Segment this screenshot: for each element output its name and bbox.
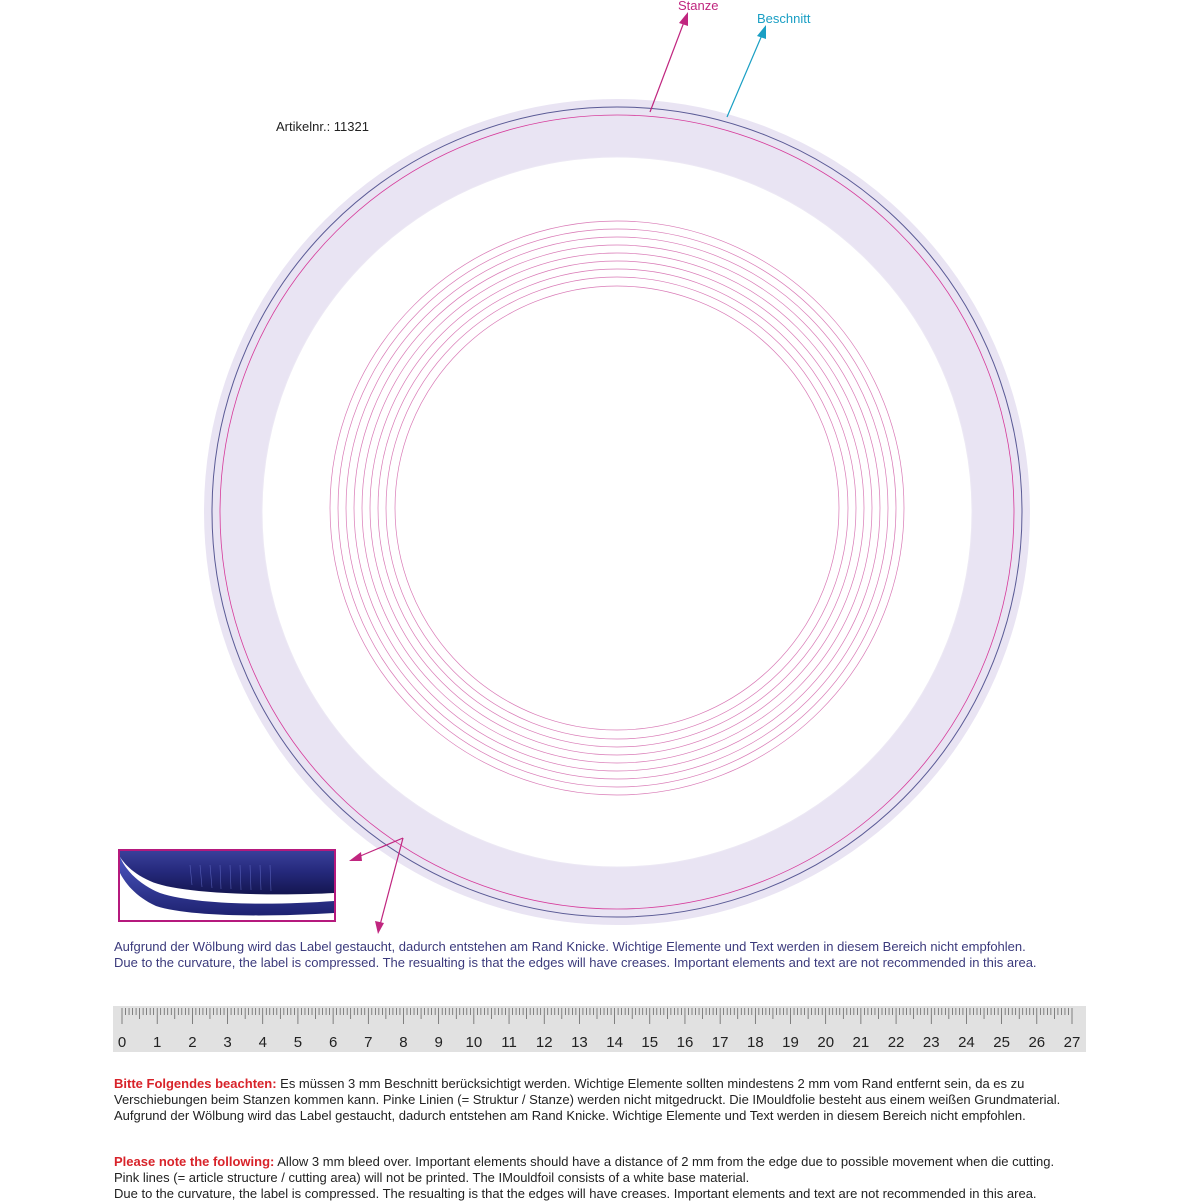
beschnitt-label: Beschnitt	[757, 11, 811, 26]
structure-ring	[395, 286, 839, 730]
ruler-number: 24	[958, 1034, 975, 1051]
notice-de-line2: Verschiebungen beim Stanzen kommen kann. Pinke Linien (= Struktur / Stanze) werden nicht mitgedruckt. Die IMouldfolie besteht aus einem weißen Grundmaterial.	[114, 1092, 1061, 1107]
ruler-number: 0	[117, 1034, 127, 1051]
structure-ring	[378, 269, 856, 747]
crease-arrow-head-down	[375, 921, 384, 934]
stanze-arrow-head	[679, 12, 688, 26]
notice-de-line3: Aufgrund der Wölbung wird das Label gestaucht, dadurch entstehen am Rand Knicke. Wichtige Elemente und Text werden in diesem Bereich nicht empfohlen.	[114, 1108, 1026, 1123]
ruler-number: 7	[364, 1034, 373, 1051]
ruler-number: 1	[153, 1034, 162, 1051]
ruler-number: 18	[746, 1034, 764, 1051]
notice-en	[114, 1154, 1054, 1202]
ruler-number: 4	[258, 1034, 267, 1051]
ruler-number: 9	[434, 1034, 443, 1051]
notice-en-heading: Please note the following:	[114, 1154, 275, 1169]
structure-rings	[330, 221, 904, 795]
ruler-number: 2	[188, 1034, 197, 1051]
ruler-number: 10	[465, 1034, 483, 1051]
notice-en-line3: Due to the curvature, the label is compressed. The resualting is that the edges will have creases. Important elements and text are not recommended in this area.	[114, 1186, 1037, 1201]
ruler-number: 14	[606, 1034, 623, 1051]
structure-ring	[386, 277, 848, 739]
notice-de	[114, 1076, 1060, 1124]
structure-ring	[338, 229, 896, 787]
inner-crease-edge	[262, 157, 972, 867]
ruler-number: 8	[399, 1034, 408, 1051]
stanze-label: Stanze	[678, 0, 719, 13]
crease-arrow-head-thumb	[349, 852, 362, 861]
structure-ring	[370, 261, 864, 755]
structure-ring	[330, 221, 904, 795]
ruler-number: 17	[711, 1034, 729, 1051]
ruler-number: 12	[535, 1034, 553, 1051]
structure-ring	[354, 245, 880, 771]
beschnitt-arrow-head	[757, 25, 766, 39]
notice-de-line1: Es müssen 3 mm Beschnitt berücksichtigt werden. Wichtige Elemente sollten mindestens 2 mm vom Rand entfernt sein, da es zu	[276, 1076, 1025, 1091]
ruler-number: 21	[852, 1034, 870, 1051]
article-number: Artikelnr.: 11321	[276, 119, 369, 134]
ruler-number: 26	[1028, 1034, 1046, 1051]
ruler-number: 5	[293, 1034, 303, 1051]
ruler-number: 11	[501, 1034, 517, 1051]
structure-ring	[362, 253, 872, 763]
ruler-number: 25	[993, 1034, 1010, 1051]
curved-lid-image	[120, 851, 334, 920]
ruler-number: 22	[887, 1034, 905, 1051]
notice-en-line2: Pink lines (= article structure / cutting area) will not be printed. The IMouldfoil consists of a white base material.	[114, 1170, 750, 1185]
ruler-number: 6	[328, 1034, 338, 1051]
stanze-arrow-line	[650, 22, 684, 112]
ruler-number: 23	[922, 1034, 940, 1051]
ruler-number: 15	[641, 1034, 659, 1051]
notice-de-heading: Bitte Folgendes beachten:	[114, 1076, 277, 1091]
structure-ring	[346, 237, 888, 779]
ruler-number: 27	[1063, 1034, 1081, 1051]
beschnitt-arrow-line	[727, 35, 762, 117]
ruler-number: 20	[817, 1034, 835, 1051]
ruler-number: 16	[676, 1034, 694, 1051]
crease-zone-band	[233, 128, 1001, 896]
ruler-number: 19	[782, 1034, 799, 1051]
notice-en-line1: Allow 3 mm bleed over. Important elements should have a distance of 2 mm from the edge due to possible movement when die cutting.	[274, 1154, 1055, 1169]
curvature-thumbnail	[118, 849, 336, 922]
curvature-note-en: Due to the curvature, the label is compressed. The resualting is that the edges will have creases. Important elements and text are not recommended in this area.	[114, 955, 1037, 970]
ruler-number: 13	[571, 1034, 588, 1051]
ruler-number: 3	[223, 1034, 232, 1051]
curvature-note-de: Aufgrund der Wölbung wird das Label gestaucht, dadurch entstehen am Rand Knicke. Wichtige Elemente und Text werden in diesem Bereich nicht empfohlen.	[114, 939, 1026, 954]
